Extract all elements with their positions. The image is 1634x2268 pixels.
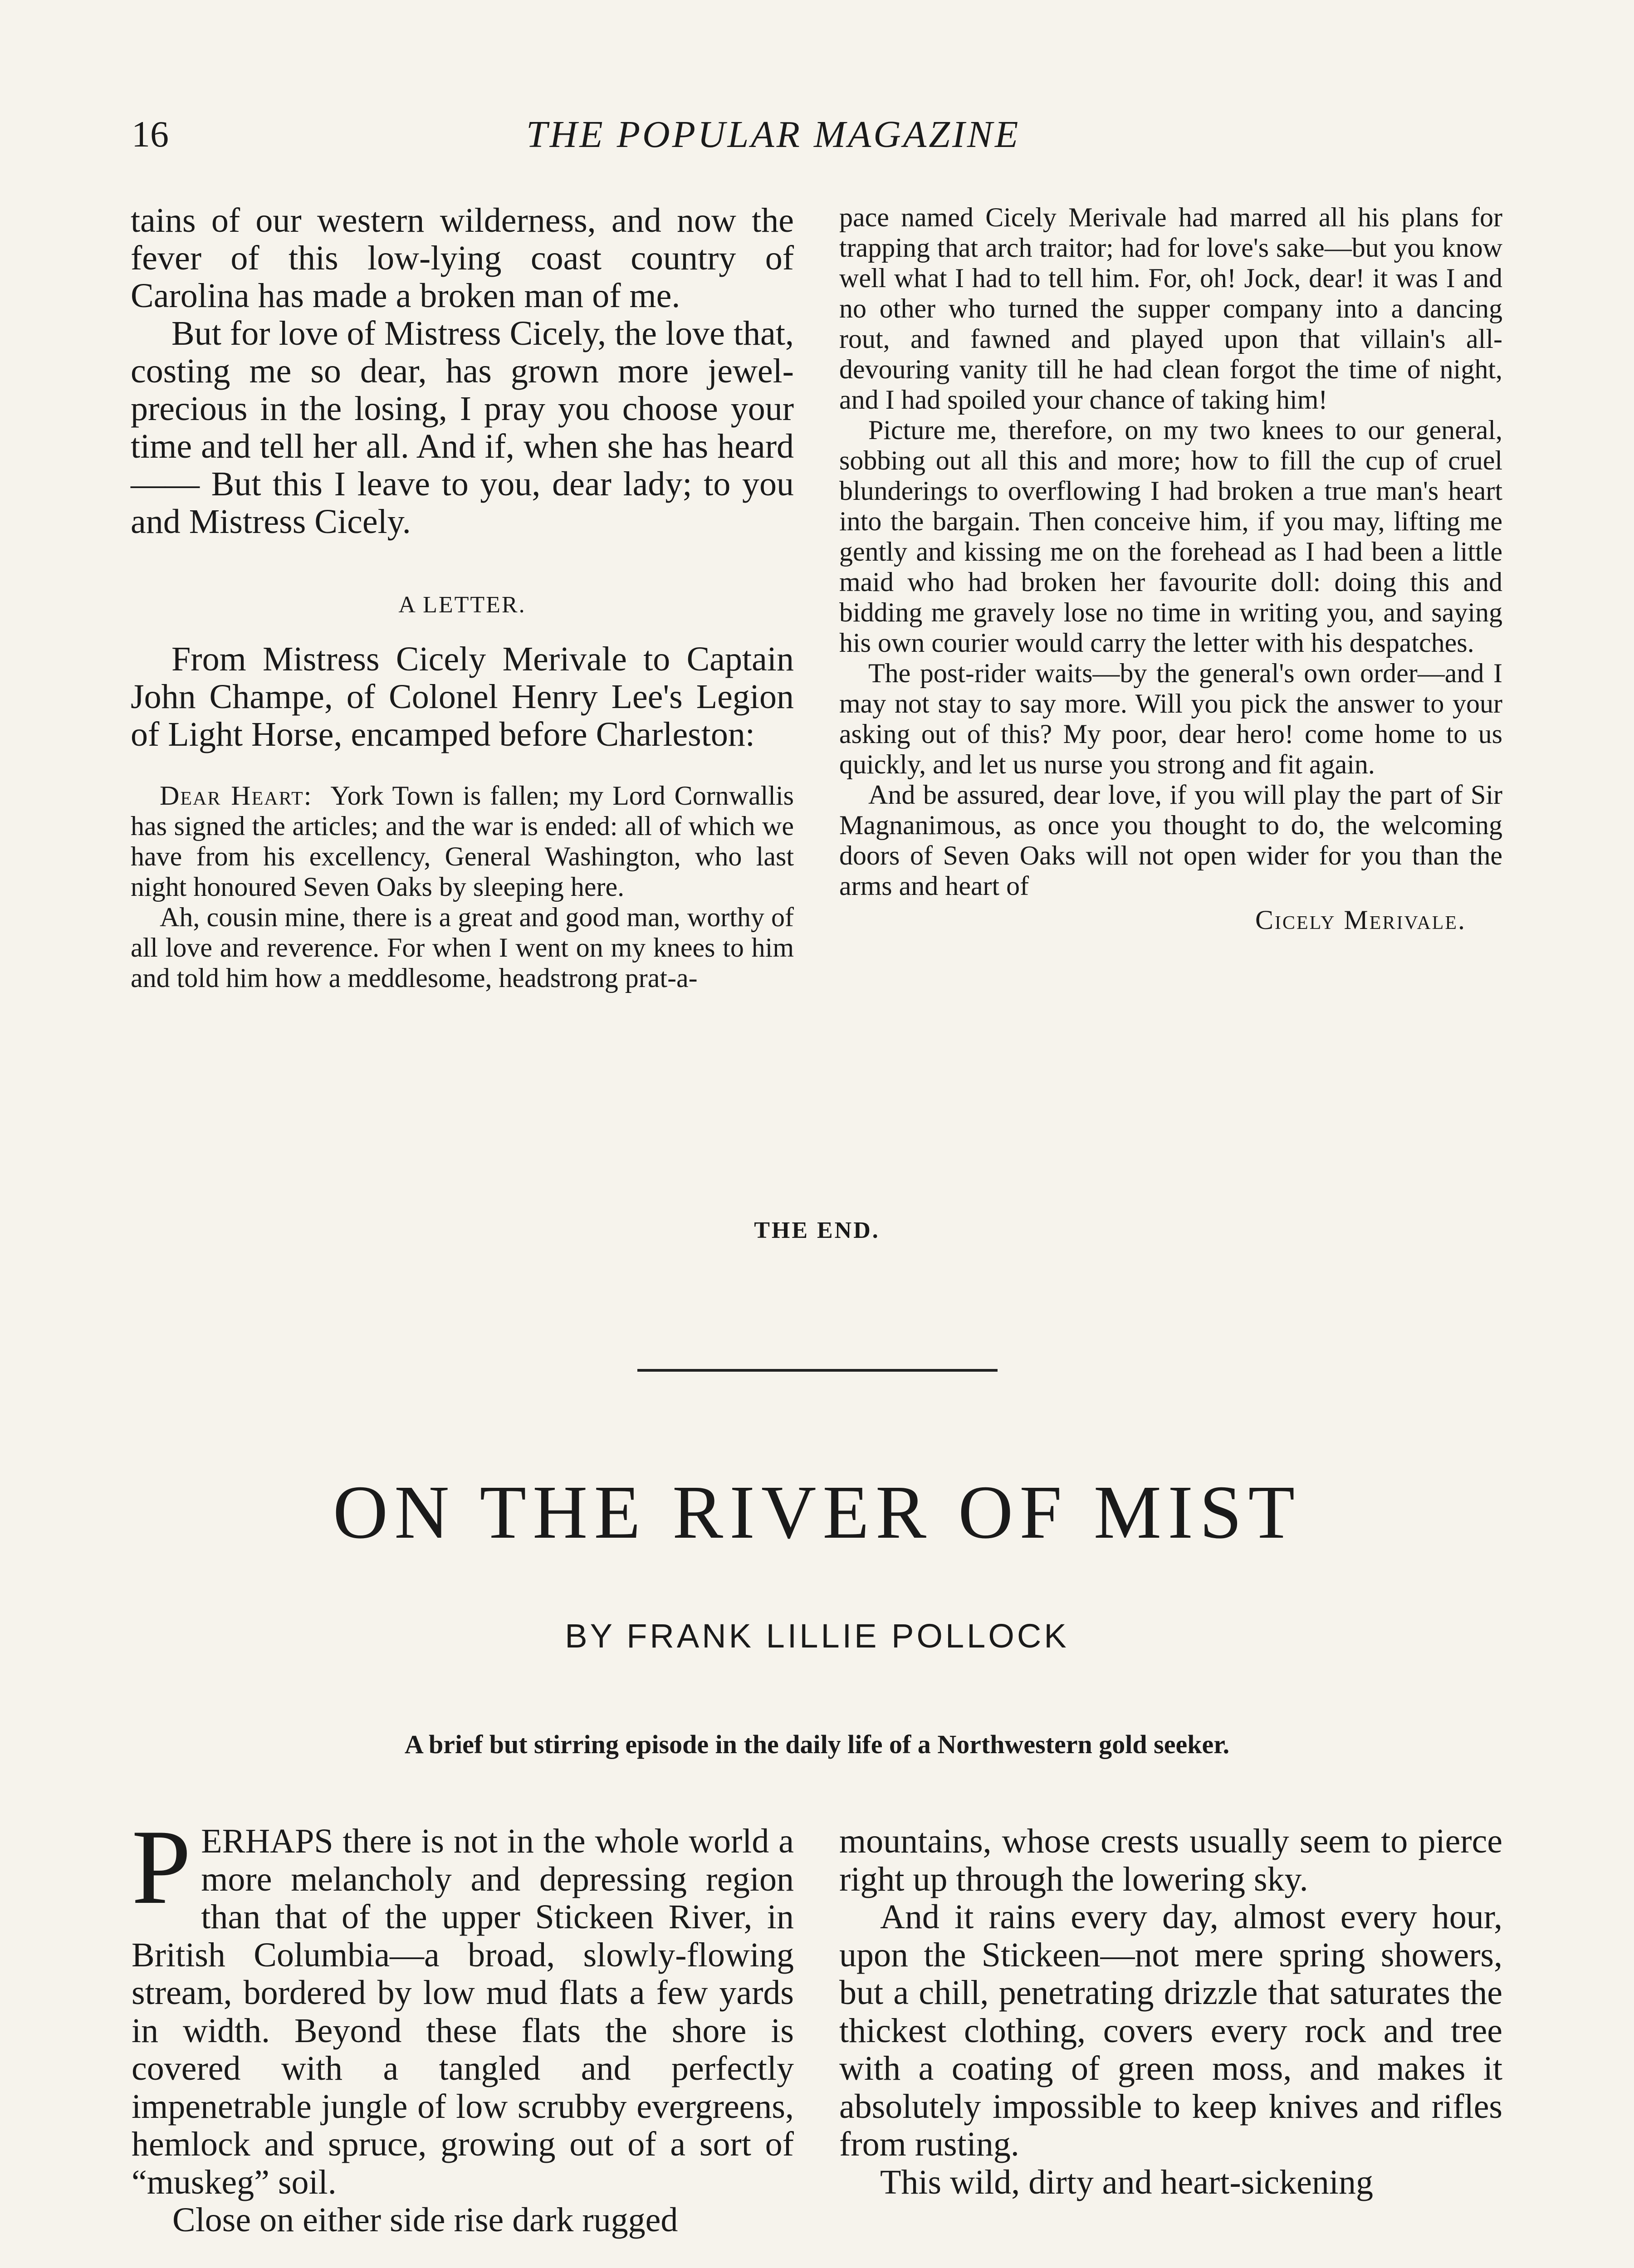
letter-salutation: Dear Heart: bbox=[160, 781, 313, 811]
paragraph: mountains, whose crests usually seem to pierce right up through the lowering sky. bbox=[839, 1822, 1502, 1898]
page-number: 16 bbox=[132, 113, 169, 155]
paragraph-text: ERHAPS there is not in the whole world a more melancholy and depressing region than that of the upper Stickeen River, in British Columbia—a broad, slowly-flowing stream, bordered by low mud flats a few yards in width. Beyond these flats the shore is covered with a tangled and perfectly impenetrable jungle of low scrubby evergreens, hemlock and spruce, growing out of a sort of “muskeg” soil. bbox=[132, 1822, 794, 2201]
upper-right-column bbox=[839, 202, 1502, 935]
paragraph: Picture me, therefore, on my two knees to our general, sobbing out all this and more; how to fill the cup of cruel blunderings to overflowing I had broken a true man's heart into the bargain. Then conceive him, if you may, lifting me gently and kissing me on the forehead as I had been a little maid who had broken her favourite doll: doing this and bidding me gravely lose no time in writing you, and saying his own courier would carry the letter with his despatches. bbox=[839, 415, 1502, 658]
paragraph: tains of our western wilderness, and now the fever of this low-lying coast country of Carolina has made a broken man of me. bbox=[131, 201, 794, 315]
story-subtitle: A brief but stirring episode in the daily life of a Northwestern gold seeker. bbox=[404, 1730, 1230, 1759]
lower-right-column bbox=[839, 1823, 1502, 2201]
paragraph: Ah, cousin mine, there is a great and good man, worthy of all love and reverence. For when I went on my knees to him and told him how a meddlesome, headstrong prat-a- bbox=[131, 902, 794, 993]
upper-left-column bbox=[131, 202, 794, 993]
paragraph: pace named Cicely Merivale had marred all his plans for trapping that arch traitor; had for love's sake—but you know well what I had to tell him. For, oh! Jock, dear! it was I and no other who turned the supper company into a dancing rout, and fawned and played upon that villain's all-devouring vanity till he had clean forgot the time of night, and I had spoiled your chance of taking him! bbox=[839, 202, 1502, 415]
letter-text: York Town is fallen; my Lord Cornwallis has signed the articles; and the war is ended: all of which we have from his excellency, General Washington, who last night honoured Seven Oaks by sleeping here. bbox=[131, 781, 794, 902]
paragraph: And be assured, dear love, if you will play the part of Sir Magnanimous, as once you thought to do, the welcoming doors of Seven Oaks will not open wider for you than the arms and heart of bbox=[839, 780, 1502, 901]
letter-signature: Cicely Merivale. bbox=[1255, 905, 1466, 935]
running-title: THE POPULAR MAGAZINE bbox=[526, 113, 1021, 156]
paragraph: This wild, dirty and heart-sickening bbox=[880, 2163, 1373, 2201]
lower-left-column bbox=[132, 1808, 794, 2239]
paragraph: Close on either side rise dark rugged bbox=[172, 2201, 678, 2239]
the-end-label: THE END. bbox=[754, 1217, 880, 1243]
drop-cap: P bbox=[132, 1808, 191, 1926]
story-title: ON THE RIVER OF MIST bbox=[333, 1470, 1301, 1554]
paragraph: And it rains every day, almost every hour, upon the Stickeen—not mere spring showers, but a chill, penetrating drizzle that saturates the thickest clothing, covers every rock and tree with a coating of green moss, and makes it absolutely impossible to keep knives and rifles from rusting. bbox=[839, 1898, 1502, 2163]
story-byline: BY FRANK LILLIE POLLOCK bbox=[565, 1617, 1069, 1655]
paragraph bbox=[132, 1808, 794, 2201]
paragraph: The post-rider waits—by the general's own order—and I may not stay to say more. Will you pick the answer to your asking out of this? My poor, dear hero! come home to us quickly, and let us nurse you strong and fit again. bbox=[839, 658, 1502, 779]
section-heading: A LETTER. bbox=[398, 592, 526, 618]
section-divider bbox=[637, 1369, 998, 1372]
letter-intro: From Mistress Cicely Merivale to Captain John Champe, of Colonel Henry Lee's Legion of Light Horse, encamped before Charleston: bbox=[131, 640, 794, 753]
letter-body bbox=[131, 781, 794, 993]
paragraph: But for love of Mistress Cicely, the love that, costing me so dear, has grown more jewel-precious in the losing, I pray you choose your time and tell her all. And if, when she has heard—— But this I leave to you, dear lady; to you and Mistress Cicely. bbox=[131, 314, 794, 541]
